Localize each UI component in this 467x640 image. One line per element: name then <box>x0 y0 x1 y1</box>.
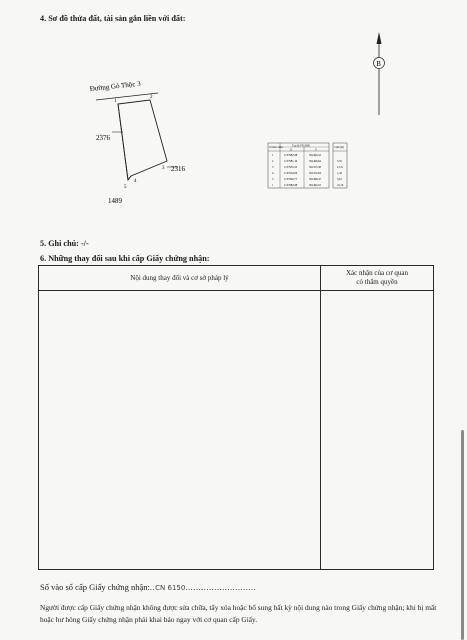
vertex-label-4: 4 <box>134 179 137 184</box>
parcel-label-right: 2316 <box>171 165 185 173</box>
coord-r3-x: 1157935,23 <box>284 166 298 169</box>
table-header-confirmation <box>320 269 434 287</box>
coord-header-point: Số hiệu điểm <box>269 146 283 149</box>
registry-number-value: CN 6150 <box>155 584 186 592</box>
coord-r4-id: 4 <box>272 172 274 175</box>
table-column-divider <box>320 266 321 569</box>
coord-r3-id: 3 <box>272 166 274 169</box>
section-4-heading: 4. Sơ đồ thửa đất, tài sản gắn liền với đất: <box>40 14 186 23</box>
coord-r2-edge: 5,55 <box>337 160 342 163</box>
table-header-confirmation-line2: có thẩm quyền <box>356 278 398 286</box>
section-5-heading: 5. Ghi chú: -/- <box>40 239 89 248</box>
coord-r6-x: 1157982,98 <box>284 184 298 187</box>
coord-r2-id: 2 <box>272 160 274 163</box>
vertex-label-2: 2 <box>150 95 153 100</box>
parcel-outline <box>118 100 167 180</box>
parcel-label-bottom: 1489 <box>108 197 122 205</box>
coord-r3-y: 591473,38 <box>309 166 321 169</box>
coord-r6-edge: 16,10 <box>337 184 344 187</box>
coord-r5-id: 5 <box>272 178 274 181</box>
north-label: B <box>376 60 381 68</box>
coordinate-table <box>268 143 347 188</box>
coord-r4-edge: 1,43 <box>337 172 342 175</box>
coord-r5-x: 1157920,77 <box>284 178 298 181</box>
footer-note: Người được cấp Giấy chứng nhận không được sửa chữa, tẩy xóa hoặc bổ sung bất kỳ nội dung nào trong Giấy chứng nhận; khi bị mất hoặc hư hỏng Giấy chứng nhận phải khai báo ngay với cơ quan cấp Giấy. <box>40 603 437 624</box>
coord-header-vn2000: Tọa độ VN-2000 <box>292 144 310 148</box>
section-6-heading: 6. Những thay đổi sau khi cấp Giấy chứng nhận: <box>40 254 210 263</box>
coord-r1-x: 1157982,98 <box>284 154 298 157</box>
coord-header-x: X <box>290 148 292 152</box>
registry-number-label: Số vào sổ cấp Giấy chứng nhận: <box>40 582 150 592</box>
registry-dots-2: ........................... <box>185 582 257 592</box>
north-arrow-icon <box>374 32 385 115</box>
registry-number-line <box>40 582 256 592</box>
coord-r1-id: 1 <box>272 154 274 157</box>
coord-r3-edge: 13,31 <box>337 166 344 169</box>
parcel-label-left: 2376 <box>96 134 110 142</box>
coord-header-edge: Cạnh (m) <box>334 146 344 149</box>
vertex-label-1: 1 <box>114 99 117 104</box>
coord-r5-y: 591468,47 <box>309 178 321 181</box>
table-header-confirmation-line1: Xác nhận của cơ quan <box>345 269 408 277</box>
table-header-changes: Nội dung thay đổi và cơ sở pháp lý <box>130 274 229 282</box>
changes-table <box>38 265 434 570</box>
coord-r4-y: 591472,64 <box>309 172 321 175</box>
coord-r4-x: 1157934,00 <box>284 172 298 175</box>
coord-r2-x: 1157981,19 <box>284 160 298 163</box>
coord-r5-edge: 3,61 <box>337 178 342 181</box>
coord-r6-y: 591464,52 <box>309 184 321 187</box>
coord-header-y: Y <box>315 148 317 152</box>
coord-r1-y: 591464,52 <box>309 154 321 157</box>
scrollbar[interactable] <box>461 430 464 640</box>
coord-r6-id: 1 <box>272 184 274 187</box>
vertex-label-5: 5 <box>124 185 127 190</box>
road-label: Đường Gò Thộc 3 <box>89 79 142 93</box>
registry-dots-1: .. <box>149 582 156 592</box>
vertex-label-3: 3 <box>162 166 165 171</box>
coord-r2-y: 591469,64 <box>309 160 321 163</box>
parcel-map <box>0 30 467 260</box>
table-header-divider <box>39 290 433 291</box>
